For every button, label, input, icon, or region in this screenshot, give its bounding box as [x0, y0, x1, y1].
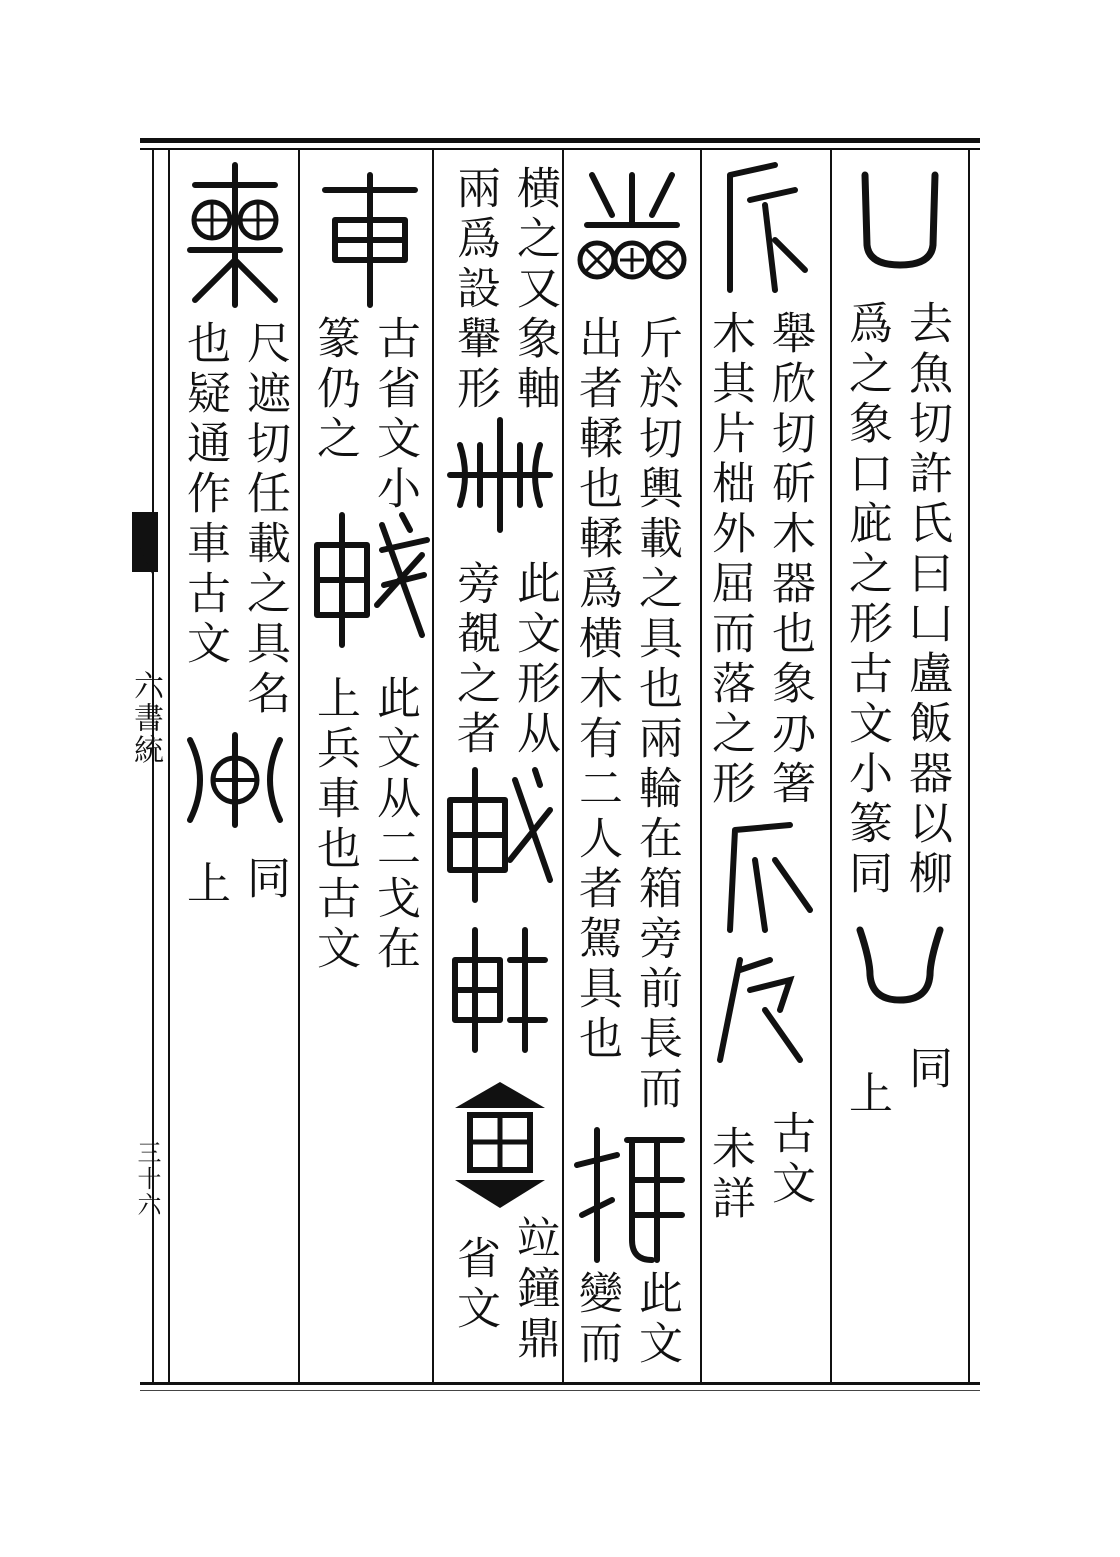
seal-glyph-variant: [312, 505, 432, 655]
entry-text: 也疑通作車古文: [179, 320, 230, 670]
seal-glyph: [315, 170, 425, 310]
entry-text: 爲之象口庛之形古文小篆同: [841, 300, 892, 900]
entry-text: 古省文小: [369, 315, 420, 515]
column-divider: [830, 150, 832, 1382]
entry-text: 篆仍之: [309, 315, 360, 465]
seal-glyph: [572, 165, 692, 295]
entry-text: 此文形从: [509, 560, 560, 760]
entry-text: 此文从二戈在: [369, 675, 420, 975]
seal-glyph: [845, 165, 955, 275]
page-number: 三十六: [133, 1140, 161, 1218]
margin-divider-inner: [168, 150, 170, 1382]
variant-note: 省文: [449, 1235, 500, 1335]
seal-glyph-variant: [572, 1120, 692, 1270]
variant-note: 同: [239, 855, 290, 905]
variant-note: 上: [179, 860, 230, 910]
seal-glyph-variant: [180, 730, 290, 830]
book-title: 六書統: [128, 670, 163, 766]
column-divider: [562, 150, 564, 1382]
entry-text: 斤於切輿載之具也兩輪在箱旁前長而: [631, 315, 682, 1115]
right-border: [968, 150, 970, 1382]
seal-glyph-variant: [710, 950, 810, 1070]
entry-text: 舉欣切斫木器也象刅箸: [764, 310, 815, 810]
entry-text: 兩爲設轝形: [449, 165, 500, 415]
variant-note: 未詳: [704, 1125, 755, 1225]
column-divider: [298, 150, 300, 1382]
seal-glyph-variant: [720, 820, 820, 940]
variant-note: 變而: [571, 1270, 622, 1370]
seal-glyph: [180, 160, 290, 310]
bottom-border-inner: [140, 1390, 980, 1391]
seal-glyph-variant: [850, 920, 950, 1010]
entry-text: 木其片柮外屈而落之形: [704, 310, 755, 810]
variant-note: 同: [901, 1045, 952, 1095]
seal-glyph: [440, 415, 560, 535]
entry-text: 出者輮也輮爲横木有二人者駕具也: [571, 315, 622, 1065]
variant-note: 古文: [764, 1110, 815, 1210]
entry-text: 旁覩之者: [449, 560, 500, 760]
seal-glyph-variant: [440, 760, 560, 910]
column-divider: [432, 150, 434, 1382]
column-divider: [700, 150, 702, 1382]
fish-tail-mark-point: [140, 548, 154, 578]
variant-note: 上: [841, 1070, 892, 1120]
entry-text: 去魚切許氏曰凵盧飯器以柳: [901, 300, 952, 900]
top-border: [140, 138, 980, 143]
entry-text: 横之又象軸: [509, 165, 560, 415]
seal-glyph-variant: [445, 920, 555, 1060]
top-border-inner: [140, 148, 980, 150]
seal-glyph-variant: [450, 1080, 550, 1210]
bottom-border: [140, 1382, 980, 1385]
variant-note: 此文: [631, 1270, 682, 1370]
seal-glyph: [715, 160, 815, 300]
entry-text: 尺遮切任載之具名: [239, 320, 290, 720]
variant-note: 竝鐘鼎: [509, 1215, 560, 1365]
entry-text: 上兵車也古文: [309, 675, 360, 975]
